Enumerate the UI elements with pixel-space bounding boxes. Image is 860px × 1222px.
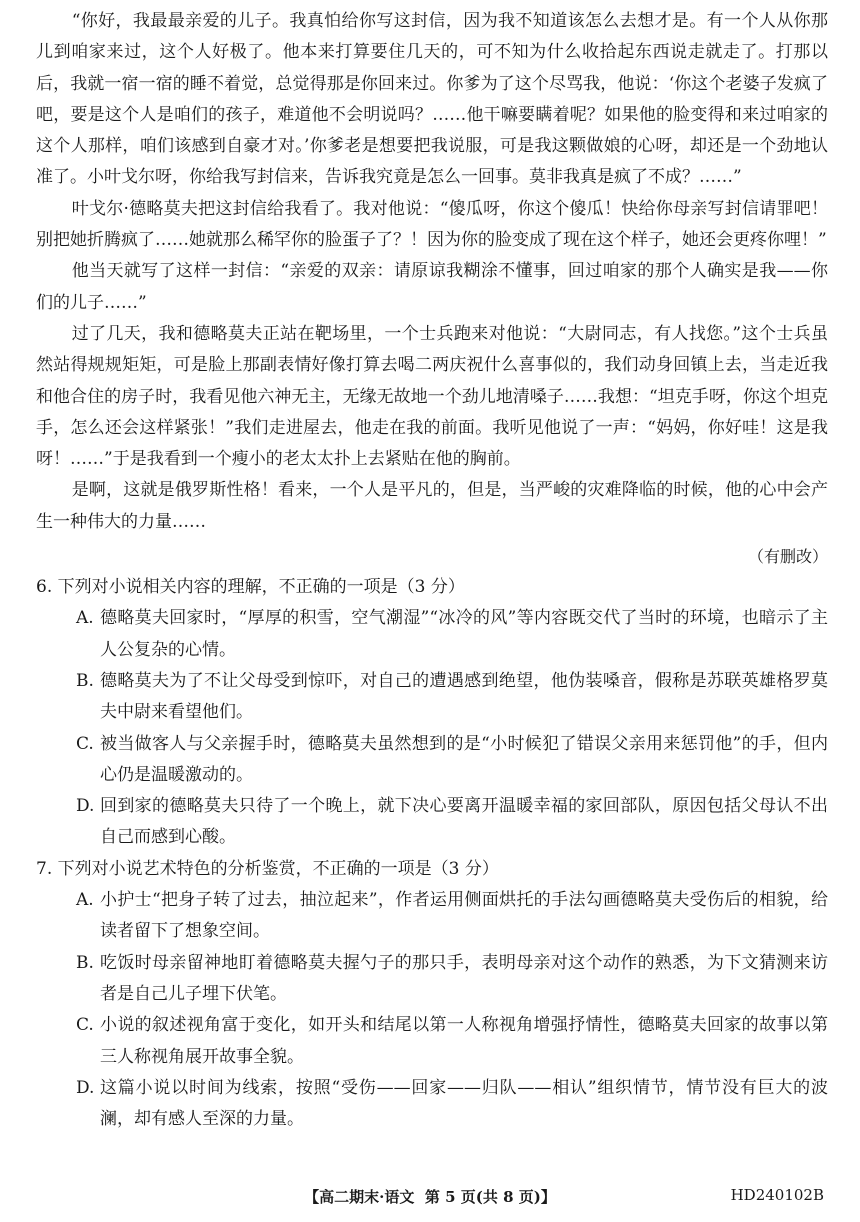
question-stem: 7. 下列对小说艺术特色的分析鉴赏，不正确的一项是（3 分） bbox=[36, 858, 499, 879]
option-letter: D. bbox=[76, 1077, 95, 1098]
question-stem: 6. 下列对小说相关内容的理解，不正确的一项是（3 分） bbox=[36, 577, 465, 598]
question-6 bbox=[36, 572, 828, 854]
option-text: 德略莫夫为了不让父母受到惊吓，对自己的遭遇感到绝望，他伪装嗓音，假称是苏联英雄格罗莫夫中尉来看望他们。 bbox=[100, 670, 828, 723]
option-a bbox=[36, 603, 828, 666]
option-a bbox=[36, 885, 828, 948]
footer-bracket-right: 】 bbox=[540, 1188, 556, 1206]
option-b bbox=[36, 666, 828, 729]
footer-page-number: 第 5 页(共 8 页) bbox=[424, 1188, 541, 1206]
source-note: （有删改） bbox=[747, 547, 828, 567]
option-text: 被当做客人与父亲握手时，德略莫夫虽然想到的是“小时候犯了错误父亲用来惩罚他”的手，但内心仍是温暖激动的。 bbox=[100, 733, 828, 785]
option-c bbox=[36, 1010, 828, 1073]
passage-paragraph: “你好，我最最亲爱的儿子。我真怕给你写这封信，因为我不知道该怎么去想才是。有一个人从你那儿到咱家来过，这个人好极了。他本来打算要住几天的，可不知为什么收拾起东西说走就走了。打那以后，我就一宿一宿的睡不着觉，总觉得那是你回来过。你爹为了这个尽骂我，他说：‘你这个老婆子发疯了吧，要是这个人是咱们的孩子，难道他不会明说吗？……他干嘛要瞒着呢？如果他的脸变得和来过咱家的这个人那样，咱们该感到自豪才对。’你爹老是想要把我说服，可是我这颗做娘的心呀，却还是一个劲地认准了。小叶戈尔呀，你给我写封信来，告诉我究竟是怎么一回事。莫非我真是疯了不成？……” bbox=[36, 11, 828, 188]
option-c bbox=[36, 729, 828, 792]
passage-paragraph: 叶戈尔·德略莫夫把这封信给我看了。我对他说：“傻瓜呀，你这个傻瓜！快给你母亲写封信请罪吧！别把她折腾疯了……她就那么稀罕你的脸蛋子了？！因为你的脸变成了现在这个样子，她还会更疼你哩！” bbox=[36, 198, 828, 251]
passage-paragraph: 过了几天，我和德略莫夫正站在靶场里，一个士兵跑来对他说：“大尉同志，有人找您。”这个士兵虽然站得规规矩矩，可是脸上那副表情好像打算去喝二两庆祝什么喜事似的，我们动身回镇上去，当走近我和他合住的房子时，我看见他六神无主，无缘无故地一个劲儿地清嗓子……我想：“坦克手呀，你这个坦克手，怎么还会这样紧张！”我们走进屋去，他走在我的前面。我听见他说了一声：“妈妈，你好哇！这是我呀！……”于是我看到一个瘦小的老太太扑上去紧贴在他的胸前。 bbox=[36, 323, 828, 470]
option-letter: C. bbox=[76, 733, 94, 754]
option-text: 吃饭时母亲留神地盯着德略莫夫握勺子的那只手，表明母亲对这个动作的熟悉，为下文猜测来访者是自己儿子埋下伏笔。 bbox=[100, 952, 828, 1004]
footer-exam: 高二期末 bbox=[319, 1188, 380, 1206]
option-b bbox=[36, 948, 828, 1011]
option-letter: B. bbox=[76, 952, 94, 973]
footer-exam-code: HD240102B bbox=[730, 1186, 824, 1204]
option-text: 回到家的德略莫夫只待了一个晚上，就下决心要离开温暖幸福的家回部队，原因包括父母认不出自己而感到心酸。 bbox=[100, 796, 828, 848]
footer-subject: 语文 bbox=[384, 1188, 415, 1206]
page-footer bbox=[0, 1186, 860, 1214]
footer-bracket-left: 【 bbox=[304, 1188, 320, 1206]
page-body bbox=[36, 6, 828, 1135]
option-d bbox=[36, 1073, 828, 1136]
option-letter: A. bbox=[76, 608, 94, 629]
reading-passage bbox=[36, 6, 828, 572]
passage-paragraph: 是啊，这就是俄罗斯性格！看来，一个人是平凡的，但是，当严峻的灾难降临的时候，他的心中会产生一种伟大的力量…… bbox=[36, 480, 828, 532]
option-text: 小说的叙述视角富于变化，如开头和结尾以第一人称视角增强抒情性，德略莫夫回家的故事以第三人称视角展开故事全貌。 bbox=[100, 1015, 828, 1067]
option-text: 这篇小说以时间为线索，按照“受伤——回家——归队——相认”组织情节，情节没有巨大的波澜，却有感人至深的力量。 bbox=[100, 1077, 828, 1130]
question-7 bbox=[36, 854, 828, 1136]
option-letter: A. bbox=[76, 890, 94, 911]
option-d bbox=[36, 791, 828, 854]
option-letter: D. bbox=[76, 796, 95, 817]
option-text: 小护士“把身子转了过去，抽泣起来”，作者运用侧面烘托的手法勾画德略莫夫受伤后的相貌，给读者留下了想象空间。 bbox=[100, 890, 828, 942]
footer-dot: · bbox=[379, 1188, 385, 1206]
option-letter: C. bbox=[76, 1015, 94, 1036]
passage-paragraph: 他当天就写了这样一封信：“亲爱的双亲：请原谅我糊涂不懂事，回过咱家的那个人确实是我——你们的儿子……” bbox=[36, 261, 828, 313]
option-text: 德略莫夫回家时，“厚厚的积雪，空气潮湿”“冰冷的风”等内容既交代了当时的环境，也暗示了主人公复杂的心情。 bbox=[100, 608, 828, 660]
option-letter: B. bbox=[76, 670, 94, 691]
